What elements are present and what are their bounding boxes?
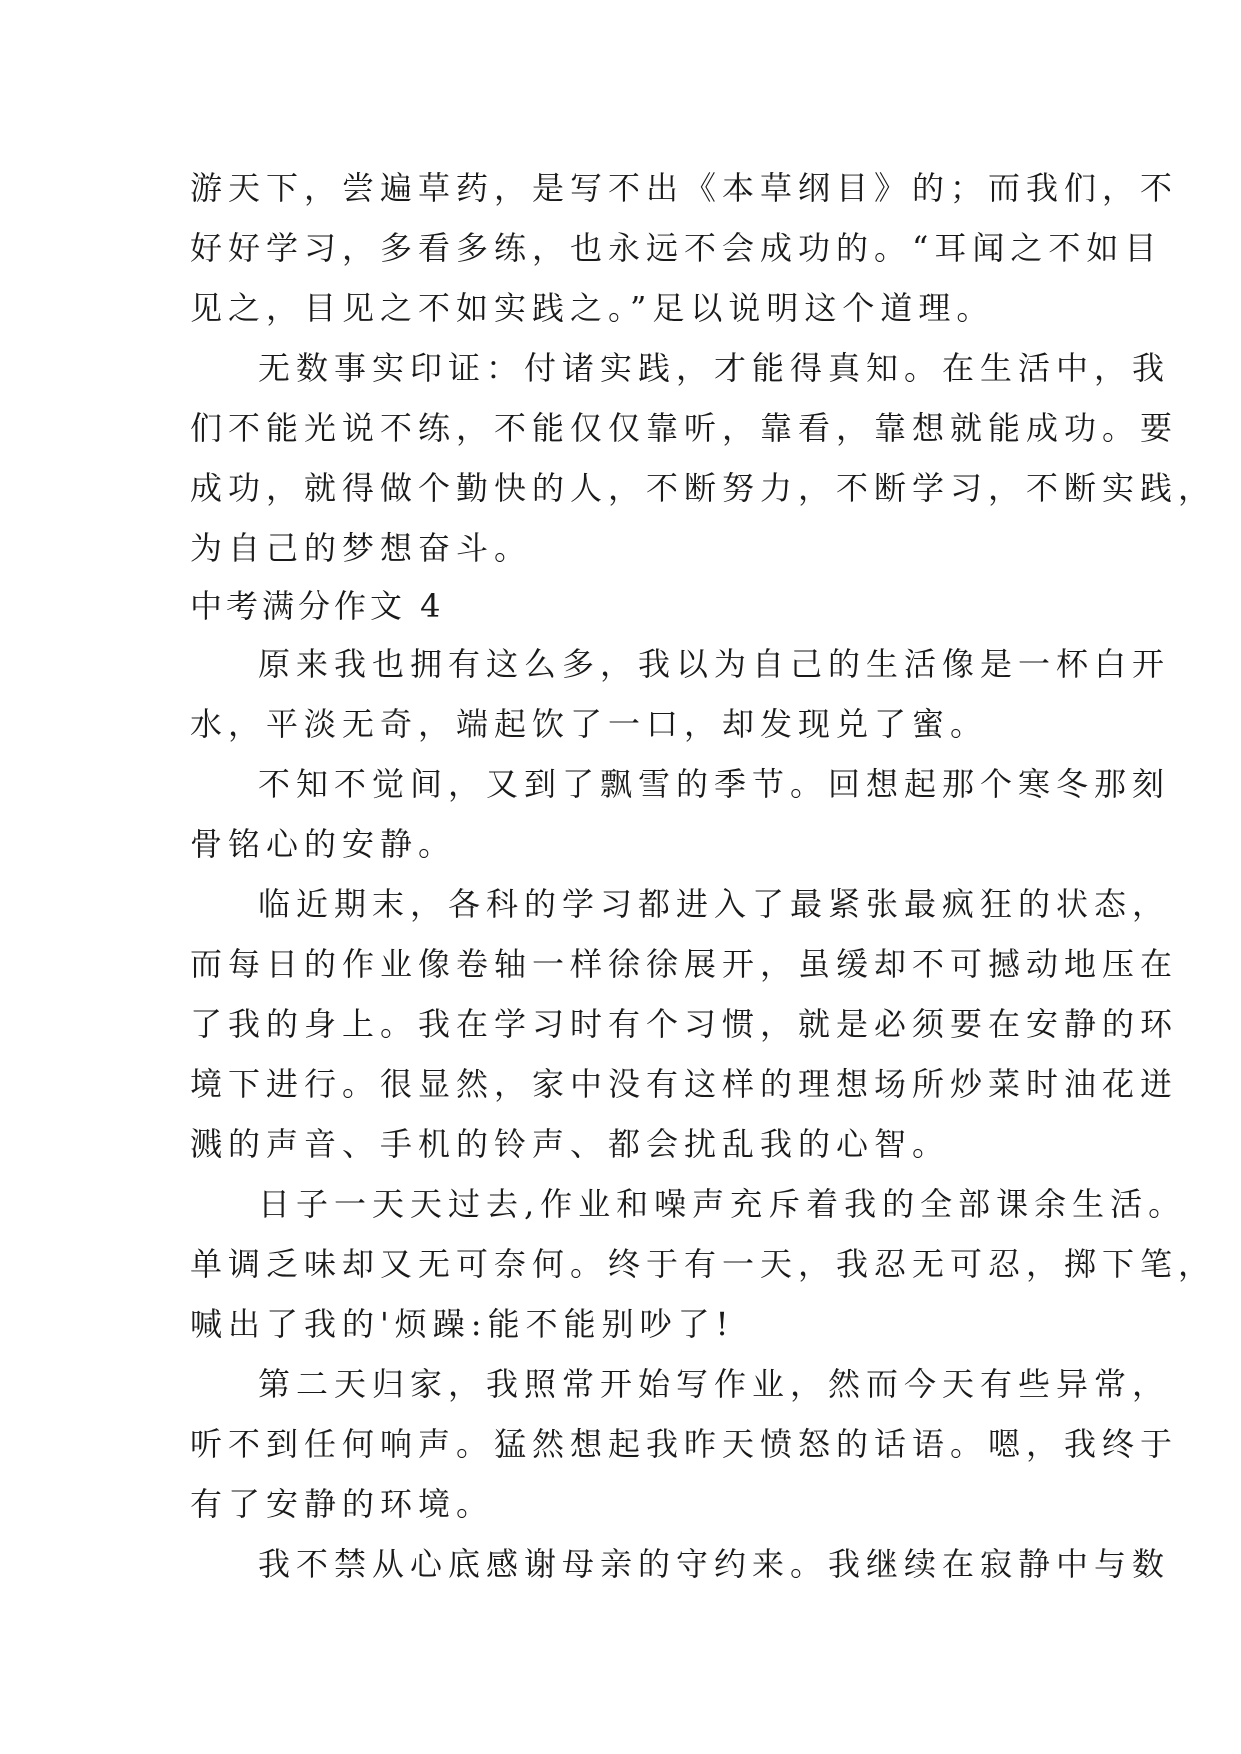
essay-body (190, 158, 1217, 1594)
text-line: 单调乏味却又无可奈何。终于有一天，我忍无可忍，掷下笔， (190, 1245, 1217, 1283)
paragraph-6 (190, 1174, 1217, 1354)
text-line: 原来我也拥有这么多，我以为自己的生活像是一杯白开 (258, 645, 1171, 683)
text-line: 溅的声音、手机的铃声、都会扰乱我的心智。 (190, 1125, 951, 1163)
text-line: 境下进行。很显然，家中没有这样的理想场所炒菜时油花迸 (190, 1065, 1179, 1103)
paragraph-1 (190, 158, 1179, 338)
text-line: 为自己的梦想奋斗。 (190, 529, 533, 567)
text-line: 游天下，尝遍草药，是写不出《本草纲目》的；而我们，不 (190, 169, 1179, 207)
text-line: 不知不觉间，又到了飘雪的季节。回想起那个寒冬那刻 (258, 765, 1171, 803)
section-heading: 中考满分作文 4 (190, 587, 445, 625)
text-line: 喊出了我的'烦躁:能不能别吵了! (190, 1305, 735, 1343)
text-line: 见之，目见之不如实践之。”足以说明这个道理。 (190, 289, 995, 327)
paragraph-7 (190, 1354, 1179, 1534)
text-line: 日子一天天过去,作业和噪声充斥着我的全部课余生活。 (258, 1185, 1187, 1223)
paragraph-3 (190, 634, 1171, 754)
text-line: 成功，就得做个勤快的人，不断努力，不断学习，不断实践， (190, 469, 1217, 507)
text-line: 有了安静的环境。 (190, 1485, 495, 1523)
text-line: 好好学习，多看多练，也永远不会成功的。“耳闻之不如目 (190, 229, 1163, 267)
text-line: 我不禁从心底感谢母亲的守约来。我继续在寂静中与数 (258, 1545, 1171, 1583)
text-line: 无数事实印证：付诸实践，才能得真知。在生活中，我 (258, 349, 1171, 387)
text-line: 骨铭心的安静。 (190, 825, 457, 863)
paragraph-8 (190, 1534, 1171, 1594)
paragraph-4 (190, 754, 1171, 874)
text-line: 水，平淡无奇，端起饮了一口，却发现兑了蜜。 (190, 705, 989, 743)
text-line: 听不到任何响声。猛然想起我昨天愤怒的话语。嗯，我终于 (190, 1425, 1179, 1463)
text-line: 第二天归家，我照常开始写作业，然而今天有些异常， (258, 1365, 1171, 1403)
paragraph-5 (190, 874, 1179, 1174)
paragraph-2 (190, 338, 1217, 578)
text-line: 了我的身上。我在学习时有个习惯，就是必须要在安静的环 (190, 1005, 1179, 1043)
text-line: 们不能光说不练，不能仅仅靠听，靠看，靠想就能成功。要 (190, 409, 1179, 447)
text-line: 临近期末，各科的学习都进入了最紧张最疯狂的状态， (258, 885, 1171, 923)
text-line: 而每日的作业像卷轴一样徐徐展开，虽缓却不可撼动地压在 (190, 945, 1179, 983)
